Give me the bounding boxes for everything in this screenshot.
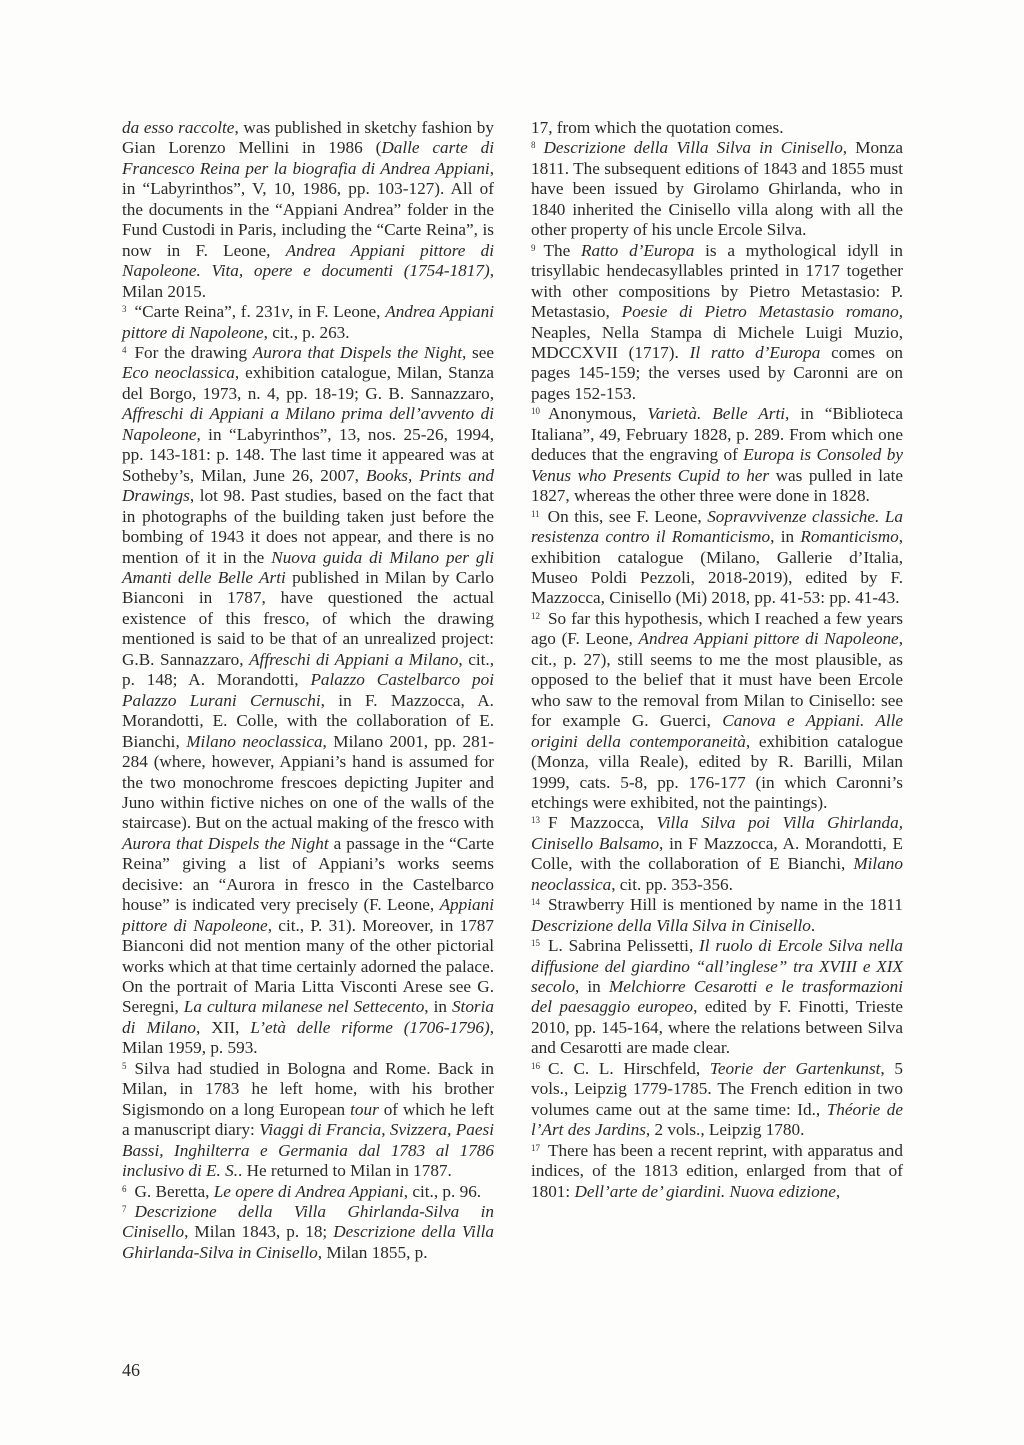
italic-text: Affreschi di Appiani a Milano prima dell’avvento di Napoleone — [122, 404, 494, 444]
footnote-number: 6 — [122, 1183, 127, 1194]
footnote-number: 17 — [531, 1142, 540, 1153]
text-run: “Carte Reina”, f. 231 — [134, 302, 282, 322]
italic-text: Descrizione della Villa Silva in Cinisello — [531, 915, 811, 935]
italic-text: Sopravvivenze classiche. La resistenza contro il Romanticismo — [531, 506, 903, 547]
italic-text: Melchiorre Cesarotti e le trasformazioni del paesaggio europeo — [531, 977, 904, 1017]
italic-text: da esso raccolte — [122, 118, 235, 137]
footnote-14 — [531, 895, 903, 936]
italic-text: Romanticismo — [800, 527, 899, 547]
footnote-number: 15 — [531, 938, 540, 949]
text-run: , in — [770, 527, 801, 547]
text-run: , in F. Mazzocca, A. Morandotti, E. Colle, with the collaboration of E. Bianchi, — [122, 690, 494, 751]
footnote-7 — [122, 1202, 494, 1263]
footnote-number: 4 — [122, 344, 127, 355]
text-run: , exhibition catalogue, Milan, Stanza del Borgo, 1973, n. 4, pp. 18-19; G. B. Sannazzaro, — [122, 363, 494, 403]
text-run: , Milan 1855, p. — [317, 1242, 428, 1262]
text-run: , in “Labyrinthos”, 13, nos. 25-26, 1994, pp. 143-181: p. 148. The last time it appeared was at Sotheby’s, Milan, June 26, 2007, — [122, 424, 494, 485]
footnote-17 — [531, 1141, 903, 1202]
text-run: 17, from which the quotation comes. — [531, 118, 784, 137]
italic-text: Le opere di Andrea Appiani — [213, 1181, 404, 1201]
footnotes-list — [122, 302, 494, 1263]
italic-text: Andrea Appiani pittore di Napoleone — [122, 302, 494, 342]
text-run: , was published in sketchy fashion by Gian Lorenzo Mellini in 1986 ( — [122, 118, 494, 158]
footnote-8 — [531, 138, 903, 240]
italic-text: Descrizione della Villa Ghirlanda-Silva in Cinisello — [122, 1222, 494, 1262]
text-run: On this, see F. Leone, — [547, 506, 708, 526]
left-column — [122, 118, 494, 1263]
text-run: , edited by F. Finotti, Trieste 2010, pp. 145-164, where the relations between Silva and Cesarotti are made clear. — [531, 997, 903, 1058]
footnote-3 — [122, 302, 494, 343]
text-run: , exhibition catalogue (Milano, Gallerie d’Italia, Museo Poldi Pezzoli, 2018-2019), edited by F. Mazzocca, Cinisello (Mi) 2018, pp. 41-53: pp. 41-43. — [531, 527, 903, 608]
italic-text: Affreschi di Appiani a Milano — [249, 649, 459, 669]
text-run: published in Milan by Carlo Bianconi in 1787, have questioned the actual existence of this fresco, of which the drawing mentioned is said to be that of an unrealized project: G.B. Sannazzaro, — [122, 567, 494, 669]
text-run: L. Sabrina Pelissetti, — [548, 936, 700, 956]
italic-text: Milano neoclassica — [531, 854, 903, 894]
footnote-number: 8 — [531, 140, 536, 151]
footnote-15 — [531, 936, 903, 1059]
italic-text: Descrizione della Villa Silva in Cinisello — [543, 138, 843, 158]
footnote-9 — [531, 241, 903, 405]
footnote-number: 3 — [122, 304, 127, 315]
italic-text: L’età delle riforme (1706-1796) — [250, 1017, 490, 1037]
text-run: , cit., p. 263. — [263, 322, 350, 342]
italic-text: Théorie de l’Art des Jardins — [531, 1099, 903, 1140]
text-run: . He returned to Milan in 1787. — [238, 1161, 452, 1181]
italic-text: Europa is Consoled by Venus who Presents Cupid to her — [531, 445, 904, 485]
text-run: , XII, — [195, 1017, 251, 1037]
text-run: For the drawing — [134, 342, 253, 362]
text-run: The — [543, 240, 582, 260]
text-run: , Milan 1959, p. 593. — [122, 1017, 494, 1058]
text-run: , see — [462, 342, 494, 362]
text-run: of which he left a manuscript diary: — [122, 1099, 494, 1140]
text-run: , in “Biblioteca Italiana”, 49, February 1828, p. 289. From which one deduces that the engraving of — [531, 404, 903, 465]
text-run: , 5 vols., Leipzig 1779-1785. The French edition in two volumes came out at the same time: Id., — [531, 1058, 903, 1119]
italic-text: La cultura milanese nel Settecento — [183, 997, 425, 1017]
text-run: comes on pages 145-159; the verses used by Caronni are on pages 152-153. — [531, 342, 904, 403]
italic-text: Palazzo Castelbarco poi Palazzo Lurani Cernuschi — [122, 670, 495, 710]
italic-text: Appiani pittore di Napoleone — [122, 895, 494, 935]
text-run: , in F Mazzocca, A. Morandotti, E Colle, with the collaboration of E Bianchi, — [531, 833, 903, 874]
italic-text: Dalle carte di Francesco Reina per la biografia di Andrea Appiani — [122, 138, 495, 178]
text-run: G. Beretta, — [134, 1181, 214, 1201]
italic-text: Ratto d’Europa — [581, 240, 695, 260]
italic-text: Viaggi di Francia, Svizzera, Paesi Bassi, Inghilterra e Germania dal 1783 al 1786 inclusivo di E. S. — [122, 1120, 494, 1181]
footnote-number: 10 — [531, 406, 540, 417]
italic-text: Andrea Appiani pittore di Napoleone — [638, 629, 899, 649]
footnote-16 — [531, 1059, 903, 1141]
italic-text: Eco neoclassica — [122, 363, 235, 383]
text-run: There has been a recent reprint, with apparatus and indices, of the 1813 edition, enlarged from that of 1801: — [531, 1140, 903, 1201]
footnote-number: 5 — [122, 1060, 127, 1071]
footnote-11 — [531, 507, 903, 609]
footnote-13 — [531, 813, 903, 895]
footnote-number: 11 — [531, 508, 540, 519]
italic-text: Il ratto d’Europa — [689, 342, 821, 362]
footnote-12 — [531, 609, 903, 814]
text-run: , cit. pp. 353-356. — [611, 874, 733, 894]
text-run: , cit., p. 27), still seems to me the most plausible, as opposed to the belief that it must have been Ercole who saw to the removal from Milan to Cinisello: see for example G. Guerci, — [531, 629, 903, 731]
text-run: , in — [424, 997, 452, 1017]
italic-text: Books, Prints and Drawings — [122, 465, 494, 506]
footnote-5 — [122, 1059, 494, 1182]
italic-text: Andrea Appiani pittore di Napoleone. Vita, opere e documenti (1754-1817) — [122, 240, 494, 281]
text-run: Strawberry Hill is mentioned by name in the 1811 — [548, 895, 903, 915]
footnote-number: 14 — [531, 897, 540, 908]
text-run: was pulled in late 1827, whereas the other three were done in 1828. — [531, 465, 903, 506]
text-run: , cit., p. 96. — [403, 1181, 482, 1201]
italic-text: Nuova guida di Milano per gli Amanti delle Belle Arti — [122, 547, 494, 587]
footnote-6 — [122, 1182, 494, 1202]
text-run: , Milan 2015. — [122, 261, 494, 301]
text-run: C. C. L. Hirschfeld, — [548, 1058, 710, 1078]
text-run: Silva had studied in Bologna and Rome. Back in Milan, in 1783 he left home, with his brother Sigismondo on a long European — [122, 1058, 494, 1119]
italic-text: Milano neoclassica — [186, 731, 323, 751]
text-run: . — [810, 915, 816, 935]
italic-text: Villa Silva poi Villa Ghirlanda, Cinisello Balsamo — [531, 813, 903, 853]
italic-text: Storia di Milano — [122, 997, 494, 1037]
footnote-4 — [122, 343, 494, 1059]
text-run: Neaples, Nella Stampa di Michele Luigi Muzio, MDCCXVII (1717). — [531, 322, 903, 362]
italic-text: Aurora that Dispels the Night — [252, 342, 463, 362]
italic-text: Varietà. Belle Arti — [647, 404, 786, 424]
right-column — [531, 118, 903, 1202]
footnote-number: 9 — [531, 242, 536, 253]
continuation-paragraph — [122, 118, 494, 302]
italic-text: Teorie der Gartenkunst — [709, 1058, 881, 1078]
italic-text: Dell’arte de’ giardini. Nuova edizione — [574, 1181, 836, 1201]
text-run: , in F. Leone, — [288, 302, 386, 322]
italic-text: Descrizione della Villa Ghirlanda-Silva in Cinisello — [122, 1202, 494, 1242]
text-run: , Milan 1843, p. 18; — [184, 1222, 334, 1242]
italic-text: tour — [350, 1099, 379, 1119]
continuation-paragraph — [531, 118, 903, 138]
text-run: , exhibition catalogue (Monza, villa Reale), edited by R. Barilli, Milan 1999, cats. 5-8, pp. 176-177 (in which Caronni’s etchings were exhibited, not the paintings). — [531, 731, 903, 812]
footnote-number: 16 — [531, 1060, 540, 1071]
text-run: , cit., p. 148; A. Morandotti, — [122, 649, 494, 690]
text-run: , in “Labyrinthos”, V, 10, 1986, pp. 103-127). All of the documents in the “Appiani Andrea” folder in the Fund Custodi in Paris, including the “Carte Reina”, is now in F. Leone, — [122, 158, 494, 260]
text-run: , — [835, 1181, 841, 1201]
footnote-number: 13 — [531, 815, 540, 826]
text-run: , Milano 2001, pp. 281-284 (where, however, Appiani’s hand is assumed for the two monochrome frescoes depicting Jupiter and Juno within fictive niches on one of the walls of the staircase). But on the actual making of the fresco with — [122, 731, 495, 833]
text-run: , in — [574, 977, 609, 997]
text-run: is a mythological idyll in trisyllabic hendecasyllables printed in 1717 together with other compositions by Pietro Metastasio: P. Metastasio, — [531, 240, 903, 322]
italic-text: Poesie di Pietro Metastasio romano, — [621, 302, 903, 322]
footnotes-list — [531, 138, 903, 1202]
text-run: , Monza 1811. The subsequent editions of 1843 and 1855 must have been issued by Girolamo Ghirlanda, who in 1840 inherited the Cinisello villa along with all the other property of his uncle Ercole Silva. — [531, 138, 903, 240]
text-run: , lot 98. Past studies, based on the fact that in photographs of the building taken just before the bombing of 1943 it does not appear, and there is no mention of it in the — [122, 486, 494, 567]
text-run: a passage in the “Carte Reina” giving a list of Appiani’s works seems decisive: an “Aurora in fresco in the Castelbarco house” is indicated very precisely (F. Leone, — [122, 833, 494, 915]
page-number: 46 — [122, 1360, 140, 1380]
footnote-number: 12 — [531, 610, 540, 621]
italic-text: Canova e Appiani. Alle origini della contemporaneità — [531, 711, 904, 751]
text-run: So far this hypothesis, which I reached a few years ago (F. Leone, — [531, 608, 903, 649]
italic-text: Il ruolo di Ercole Silva nella diffusione del giardino “all’inglese” tra XVIII e XIX secolo — [531, 936, 903, 997]
text-run: , 2 vols., Leipzig 1780. — [645, 1120, 805, 1140]
footnote-number: 7 — [122, 1204, 127, 1215]
text-run: Anonymous, — [548, 404, 648, 424]
text-run: , cit., P. 31). Moreover, in 1787 Bianconi did not mention many of the other pictorial works which at that time certainly adorned the palace. On the portrait of Maria Litta Visconti Arese see G. Seregni, — [122, 915, 494, 1017]
italic-text: v — [281, 302, 289, 322]
footnote-10 — [531, 404, 903, 506]
text-run: F Mazzocca, — [548, 813, 657, 833]
italic-text: Aurora that Dispels the Night — [122, 833, 329, 853]
